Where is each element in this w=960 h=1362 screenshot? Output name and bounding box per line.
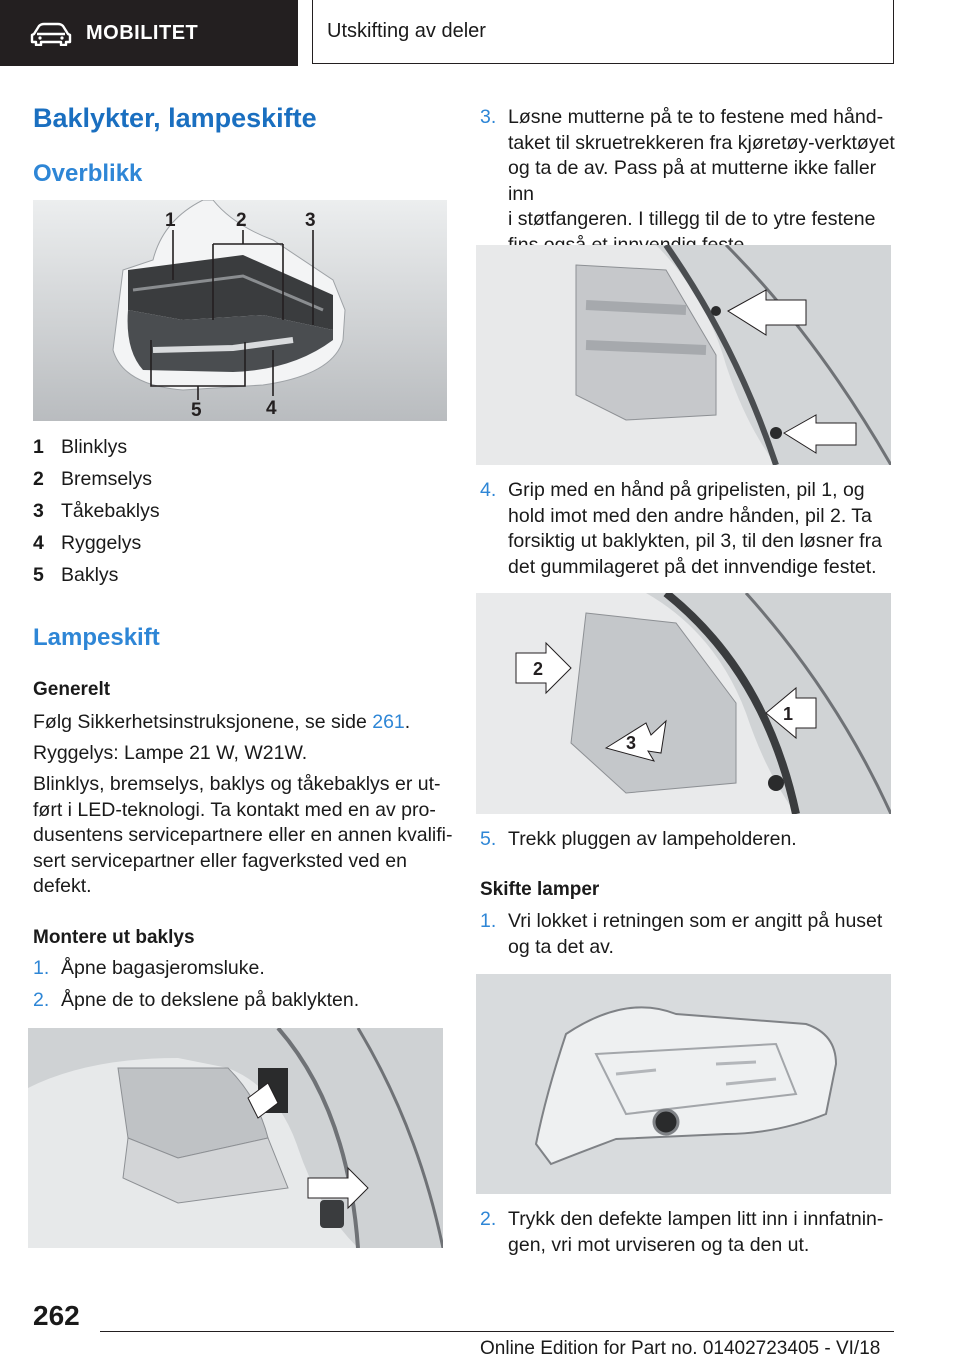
car-icon bbox=[30, 22, 72, 46]
callout-3: 3 bbox=[305, 210, 316, 231]
general-heading: Generelt bbox=[33, 679, 111, 700]
edition-footer: Online Edition for Part no. 01402723405 - VI/18 bbox=[480, 1338, 881, 1359]
change-heading: Skifte lamper bbox=[480, 879, 600, 900]
section-label: MOBILITET bbox=[86, 22, 199, 44]
page-link-261[interactable]: 261 bbox=[372, 711, 405, 733]
arrow-label-2: 2 bbox=[533, 659, 544, 679]
footer-divider bbox=[100, 1331, 894, 1332]
arrow-label-3: 3 bbox=[626, 733, 637, 753]
lamp-housing-figure bbox=[476, 974, 891, 1194]
page-number: 262 bbox=[33, 1300, 80, 1331]
callout-2: 2 bbox=[236, 210, 247, 231]
page-title: Baklykter, lampeskifte bbox=[33, 103, 317, 133]
callout-1: 1 bbox=[165, 210, 176, 231]
overview-figure bbox=[33, 200, 447, 421]
lampeskift-heading: Lampeskift bbox=[33, 624, 160, 651]
remove-heading: Montere ut baklys bbox=[33, 927, 195, 948]
callout-4: 4 bbox=[266, 398, 277, 419]
removal-figure bbox=[476, 593, 891, 814]
callout-5: 5 bbox=[191, 400, 202, 421]
covers-figure bbox=[28, 1028, 443, 1248]
chapter-tab bbox=[312, 0, 894, 64]
safety-note: Følg Sikkerhetsinstruksjonene, se side 261. bbox=[33, 711, 411, 733]
reverse-lamp-spec: Ryggelys: Lampe 21 W, W21W. bbox=[33, 742, 308, 764]
led-note: Blinklys, bremselys, baklys og tåkebaklys er ut- ført i LED-teknologi. Ta kontakt med en av pro- dusentens servicepartnere eller en annen kvalifi- sert servicepartner eller fagverksted ved en defekt. bbox=[33, 773, 453, 897]
section-tab[interactable] bbox=[0, 0, 298, 66]
nuts-figure bbox=[476, 245, 891, 465]
overview-heading: Overblikk bbox=[33, 160, 143, 187]
arrow-label-1: 1 bbox=[783, 704, 794, 724]
chapter-label: Utskifting av deler bbox=[327, 20, 486, 42]
page-header bbox=[0, 0, 960, 66]
